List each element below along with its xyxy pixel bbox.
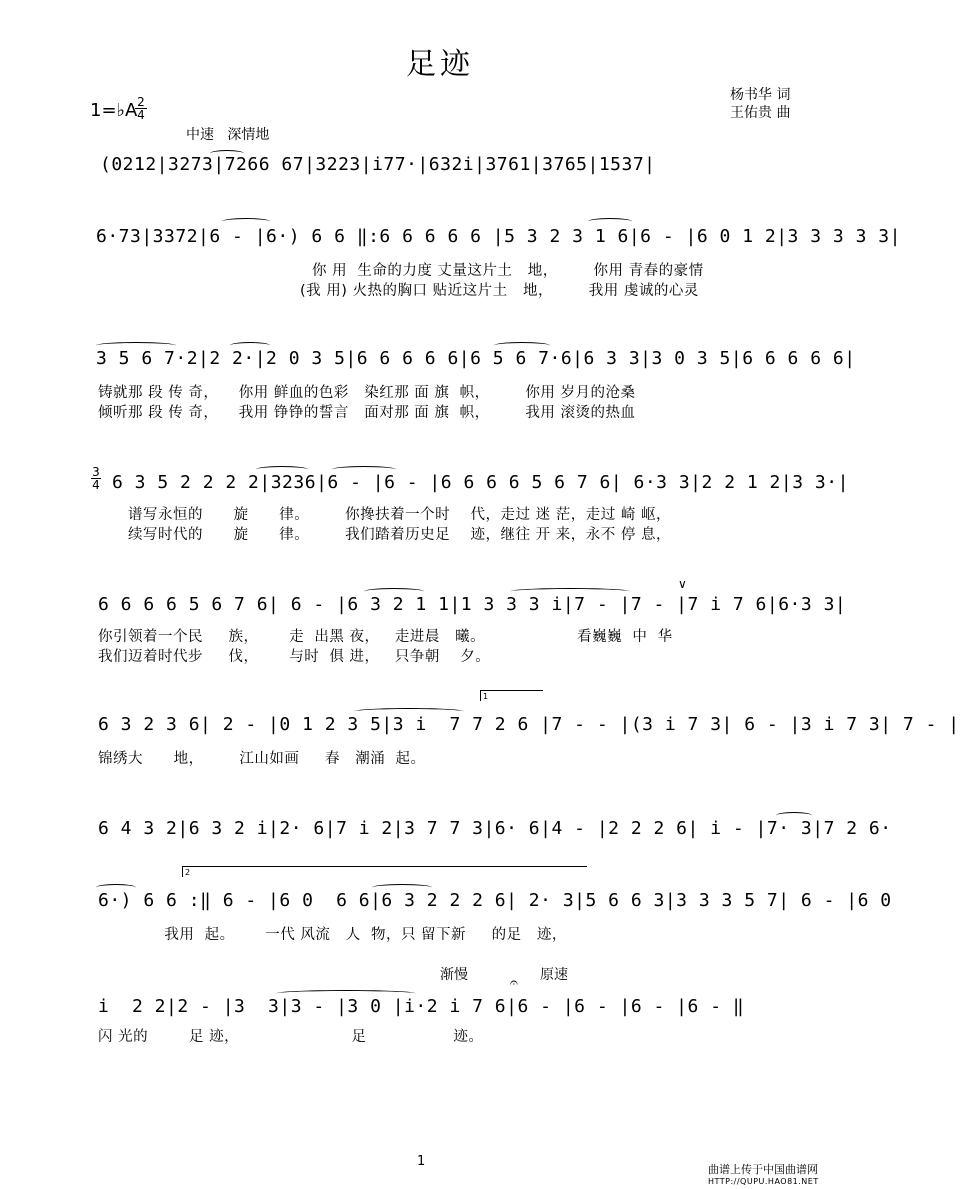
slur [776, 812, 812, 819]
lyric-line-3a: 铸就那 段 传 奇， 你用 鲜血的色彩 染红那 面 旗 帜， 你用 岁月的沧桑 [98, 385, 636, 401]
notation-line-6: 6 3 2 3 6| 2 - |0 1 2 3 5|3 i 7 7 2 6 |7 - - |(3 i 7 3| 6 - |3 i 7 3| 7 - | [98, 714, 960, 735]
lyric-line-5b: 我们迈着时代步 伐， 与时 俱 进， 只争朝 夕。 [98, 649, 491, 665]
notation-line-9: i 2 2|2 - |3 3|3 - |3 0 |i·2 i 7 6|6 - |6 - |6 - |6 - ‖ [98, 996, 745, 1017]
lyric-line-4b: 续写时代的 旋 律。 我们踏着历史足 迹，继往 开 来，永不 停 息， [128, 527, 671, 543]
notation-line-8: 6·) 6 6 :‖ 6 - |6 0 6 6|6 3 2 2 2 6| 2· 3|5 6 6 3|3 3 3 5 7| 6 - |6 0 [98, 890, 892, 911]
notation-line-5: 6 6 6 6 5 6 7 6| 6 - |6 3 2 1 1|1 3 3 3 i|7 - |7 - |7 i 7 6|6·3 3| [98, 594, 847, 615]
fermata: 𝄐 [510, 975, 518, 991]
breath-mark: ∨ [678, 577, 687, 591]
lyric-line-2a: 你 用 生命的力度 丈量这片土 地， 你用 青春的豪情 [312, 263, 704, 279]
slur [372, 884, 432, 891]
footer-site-url: HTTP://QUPU.HAO81.NET [708, 1177, 819, 1186]
slur [256, 466, 308, 473]
notation-line-4: 6 3 5 2 2 2 2|3236|6 - |6 - |6 6 6 6 5 6 7 6| 6·3 3|2 2 1 2|3 3·| [112, 472, 849, 493]
composer-credit: 王佑贵 曲 [730, 105, 791, 121]
page-number: 1 [417, 1154, 426, 1169]
slur [222, 218, 270, 225]
slur [210, 150, 244, 157]
notation-line-3: 3 5 6 7·2|2 2·|2 0 3 5|6 6 6 6 6|6 5 6 7·6|6 3 3|3 0 3 5|6 6 6 6 6| [96, 348, 856, 369]
lyric-line-9: 闪 光的 足 迹， 足 迹。 [98, 1029, 484, 1045]
slur [510, 588, 630, 595]
time-signature: 2 4 [134, 96, 148, 121]
ritardando-marking: 渐慢 [440, 967, 468, 983]
second-ending-bracket [182, 866, 587, 877]
time-signature-3-4: 3 4 [92, 465, 100, 492]
lyric-line-8: 我用 起。 一代 风流 人 物，只 留下新 的足 迹， [98, 927, 567, 943]
lyric-line-2b: (我 用) 火热的胸口 贴近这片土 地， 我用 虔诚的心灵 [300, 283, 699, 299]
slur [588, 218, 632, 225]
lyricist-credit: 杨书华 词 [730, 87, 791, 103]
first-ending-number: 1 [483, 692, 489, 701]
lyric-line-4a: 谱写永恒的 旋 律。 你搀扶着一个时 代，走过 迷 茫，走过 崎 岖， [128, 507, 671, 523]
slur [494, 342, 550, 349]
slur [276, 990, 416, 997]
second-ending-number: 2 [185, 868, 191, 877]
notation-line-1: (0212|3273|7266 67|3223|i77·|632i|3761|3765|1537| [100, 154, 656, 175]
key-signature: 1=♭A [90, 100, 138, 121]
slur [332, 466, 396, 473]
lyric-line-3b: 倾听那 段 传 奇， 我用 铮铮的誓言 面对那 面 旗 帜， 我用 滚烫的热血 [98, 405, 636, 421]
a-tempo-marking: 原速 [540, 967, 568, 983]
slur [354, 708, 464, 715]
slur [364, 588, 424, 595]
lyric-line-5a: 你引领着一个民 族， 走 出黑 夜， 走进晨 曦。 看巍巍 中 华 [98, 629, 673, 645]
tempo-marking: 中速 深情地 [186, 127, 270, 143]
slur [96, 884, 136, 891]
footer-site-name: 曲谱上传于中国曲谱网 [708, 1163, 818, 1176]
slur [230, 342, 270, 349]
slur [96, 342, 176, 349]
lyric-line-6: 锦绣大 地， 江山如画 春 潮涌 起。 [98, 751, 426, 767]
song-title: 足迹 [406, 47, 474, 82]
notation-line-2: 6·73|3372|6 - |6·) 6 6 ‖:6 6 6 6 6 |5 3 2 3 1 6|6 - |6 0 1 2|3 3 3 3 3| [96, 226, 901, 247]
first-ending-bracket [480, 690, 543, 701]
notation-line-7: 6 4 3 2|6 3 2 i|2· 6|7 i 2|3 7 7 3|6· 6|4 - |2 2 2 6| i - |7· 3|7 2 6· [98, 818, 892, 839]
